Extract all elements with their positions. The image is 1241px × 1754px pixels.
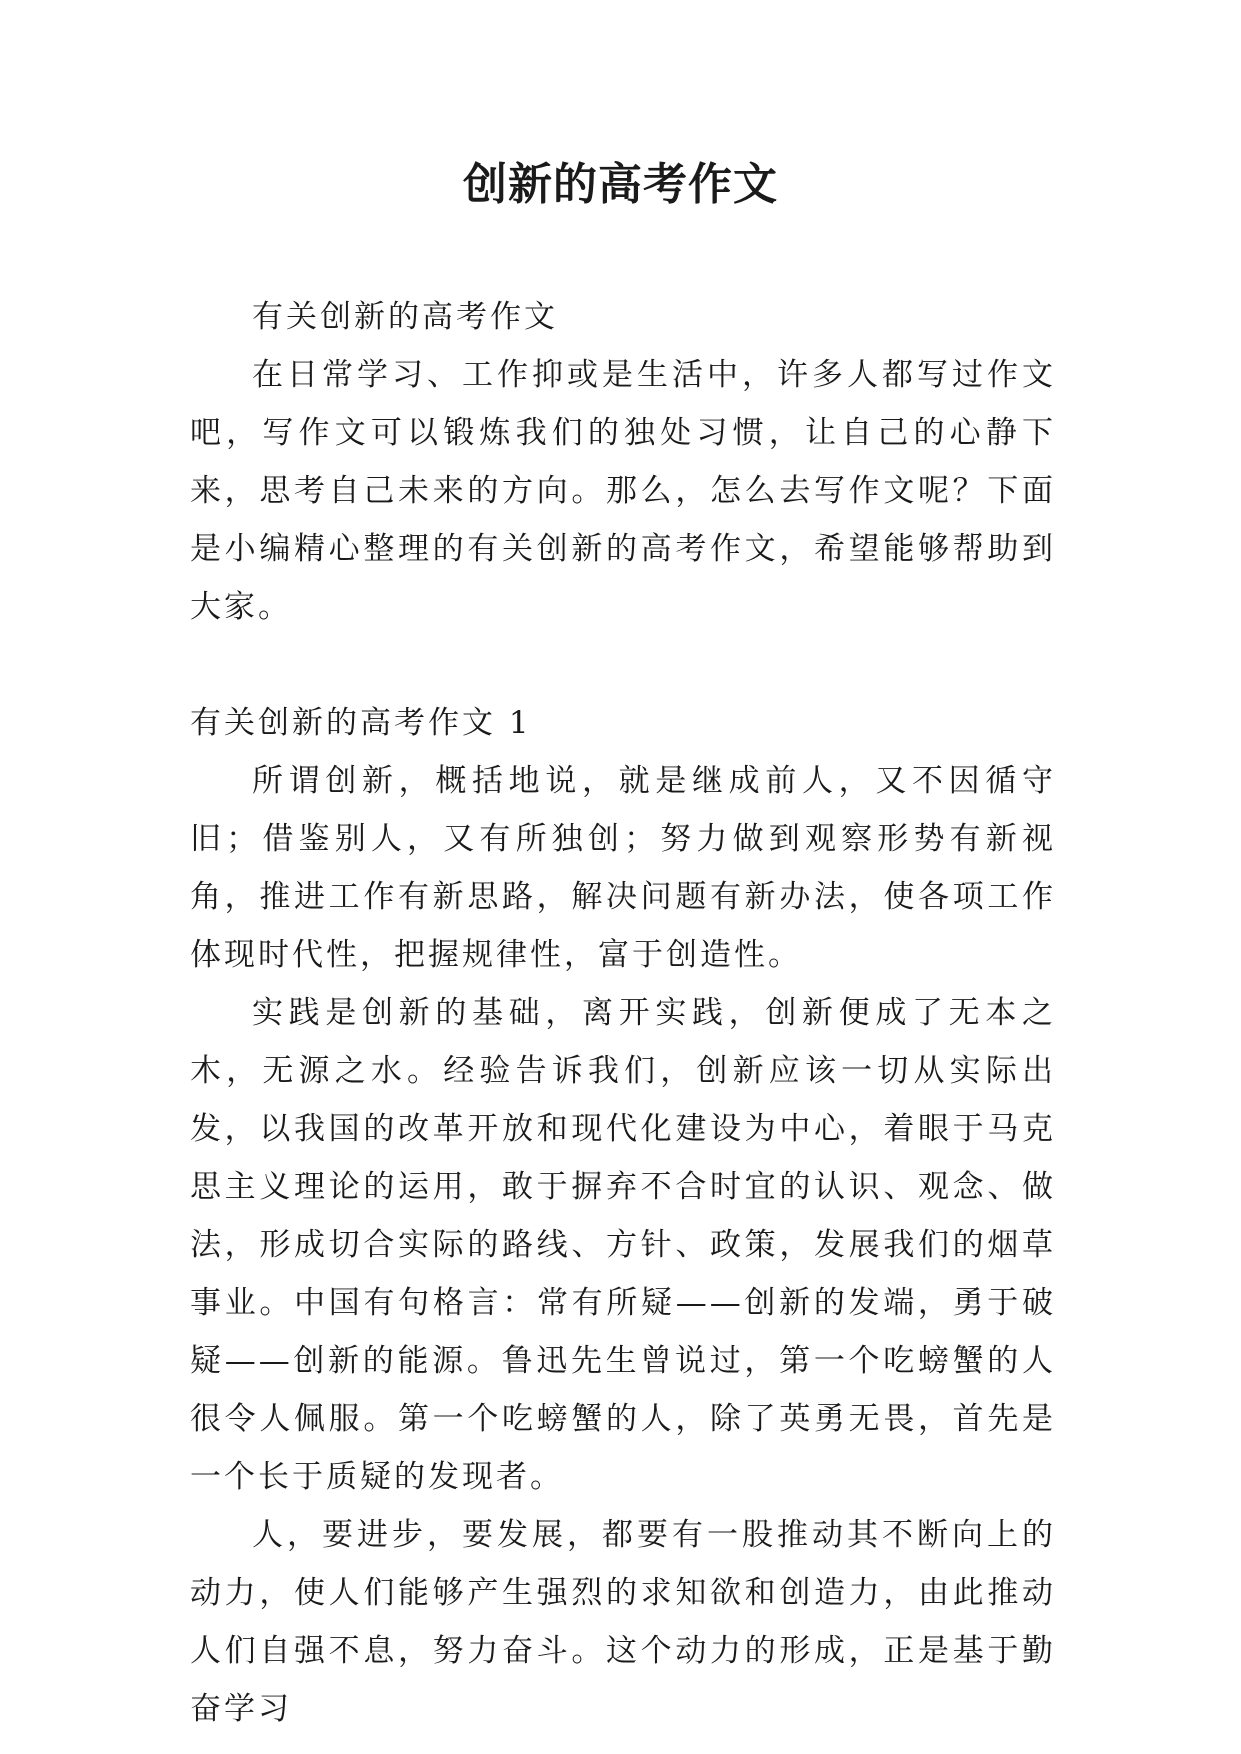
section-heading: 有关创新的高考作文 1 xyxy=(190,705,532,741)
document-body xyxy=(190,288,1056,1738)
body-paragraph: 所谓创新，概括地说，就是继成前人，又不因循守旧；借鉴别人，又有所独创；努力做到观察形势有新视角，推进工作有新思路，解决问题有新办法，使各项工作体现时代性，把握规律性，富于创造性。 xyxy=(190,763,1056,973)
document-title: 创新的高考作文 xyxy=(463,159,778,210)
intro-paragraph: 在日常学习、工作抑或是生活中，许多人都写过作文吧，写作文可以锻炼我们的独处习惯，让自己的心静下来，思考自己未来的方向。那么，怎么去写作文呢？下面是小编精心整理的有关创新的高考作文，希望能够帮助到大家。 xyxy=(190,357,1056,625)
intro-heading: 有关创新的高考作文 xyxy=(252,299,558,335)
body-paragraph: 人，要进步，要发展，都要有一股推动其不断向上的动力，使人们能够产生强烈的求知欲和创造力，由此推动人们自强不息，努力奋斗。这个动力的形成，正是基于勤奋学习 xyxy=(190,1517,1056,1727)
body-paragraph: 实践是创新的基础，离开实践，创新便成了无本之木，无源之水。经验告诉我们，创新应该一切从实际出发，以我国的改革开放和现代化建设为中心，着眼于马克思主义理论的运用，敢于摒弃不合时宜的认识、观念、做法，形成切合实际的路线、方针、政策，发展我们的烟草事业。中国有句格言：常有所疑——创新的发端，勇于破疑——创新的能源。鲁迅先生曾说过，第一个吃螃蟹的人很令人佩服。第一个吃螃蟹的人，除了英勇无畏，首先是一个长于质疑的发现者。 xyxy=(190,995,1056,1495)
